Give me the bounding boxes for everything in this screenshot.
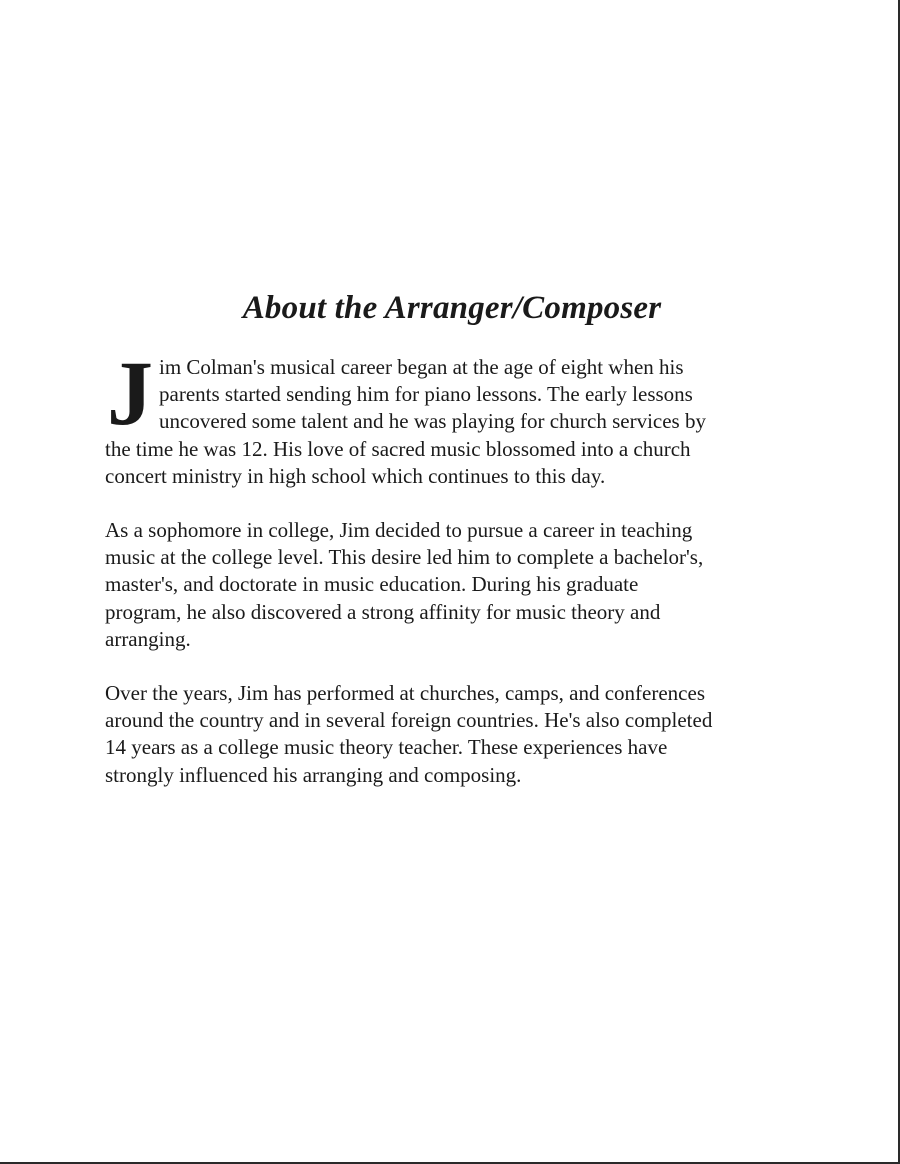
paragraph-3-line: Over the years, Jim has performed at churches, camps, and conferences [105,681,705,706]
paragraph-1 [105,342,795,490]
drop-cap-letter: J [107,342,153,444]
paragraph-2-line: arranging. [105,626,191,651]
page-title: About the Arranger/Composer [242,290,662,326]
paragraph-3 [105,680,795,789]
paragraph-1-line: im Colman's musical career began at the age of eight when his [159,355,684,379]
paragraph-2-line: music at the college level. This desire led him to complete a bachelor's, [105,545,704,570]
paragraph-2-line: master's, and doctorate in music education. During his graduate [105,572,639,597]
paragraph-1-line: uncovered some talent and he was playing for church services by [159,409,706,434]
paragraph-2 [105,517,795,653]
paragraph-3-line: around the country and in several foreign countries. He's also completed [105,708,713,733]
paragraph-2-line: As a sophomore in college, Jim decided to pursue a career in teaching [105,518,693,543]
paragraph-1-line: the time he was 12. His love of sacred music blossomed into a church [105,436,691,461]
document-content [105,286,795,816]
paragraph-3-line: 14 years as a college music theory teacher. These experiences have [105,735,668,760]
paragraph-3-line: strongly influenced his arranging and composing. [105,762,522,787]
paragraph-1-line: parents started sending him for piano lessons. The early lessons [159,382,693,407]
paragraph-1-line: concert ministry in high school which continues to this day. [105,463,606,488]
paragraph-2-line: program, he also discovered a strong affinity for music theory and [105,599,661,624]
